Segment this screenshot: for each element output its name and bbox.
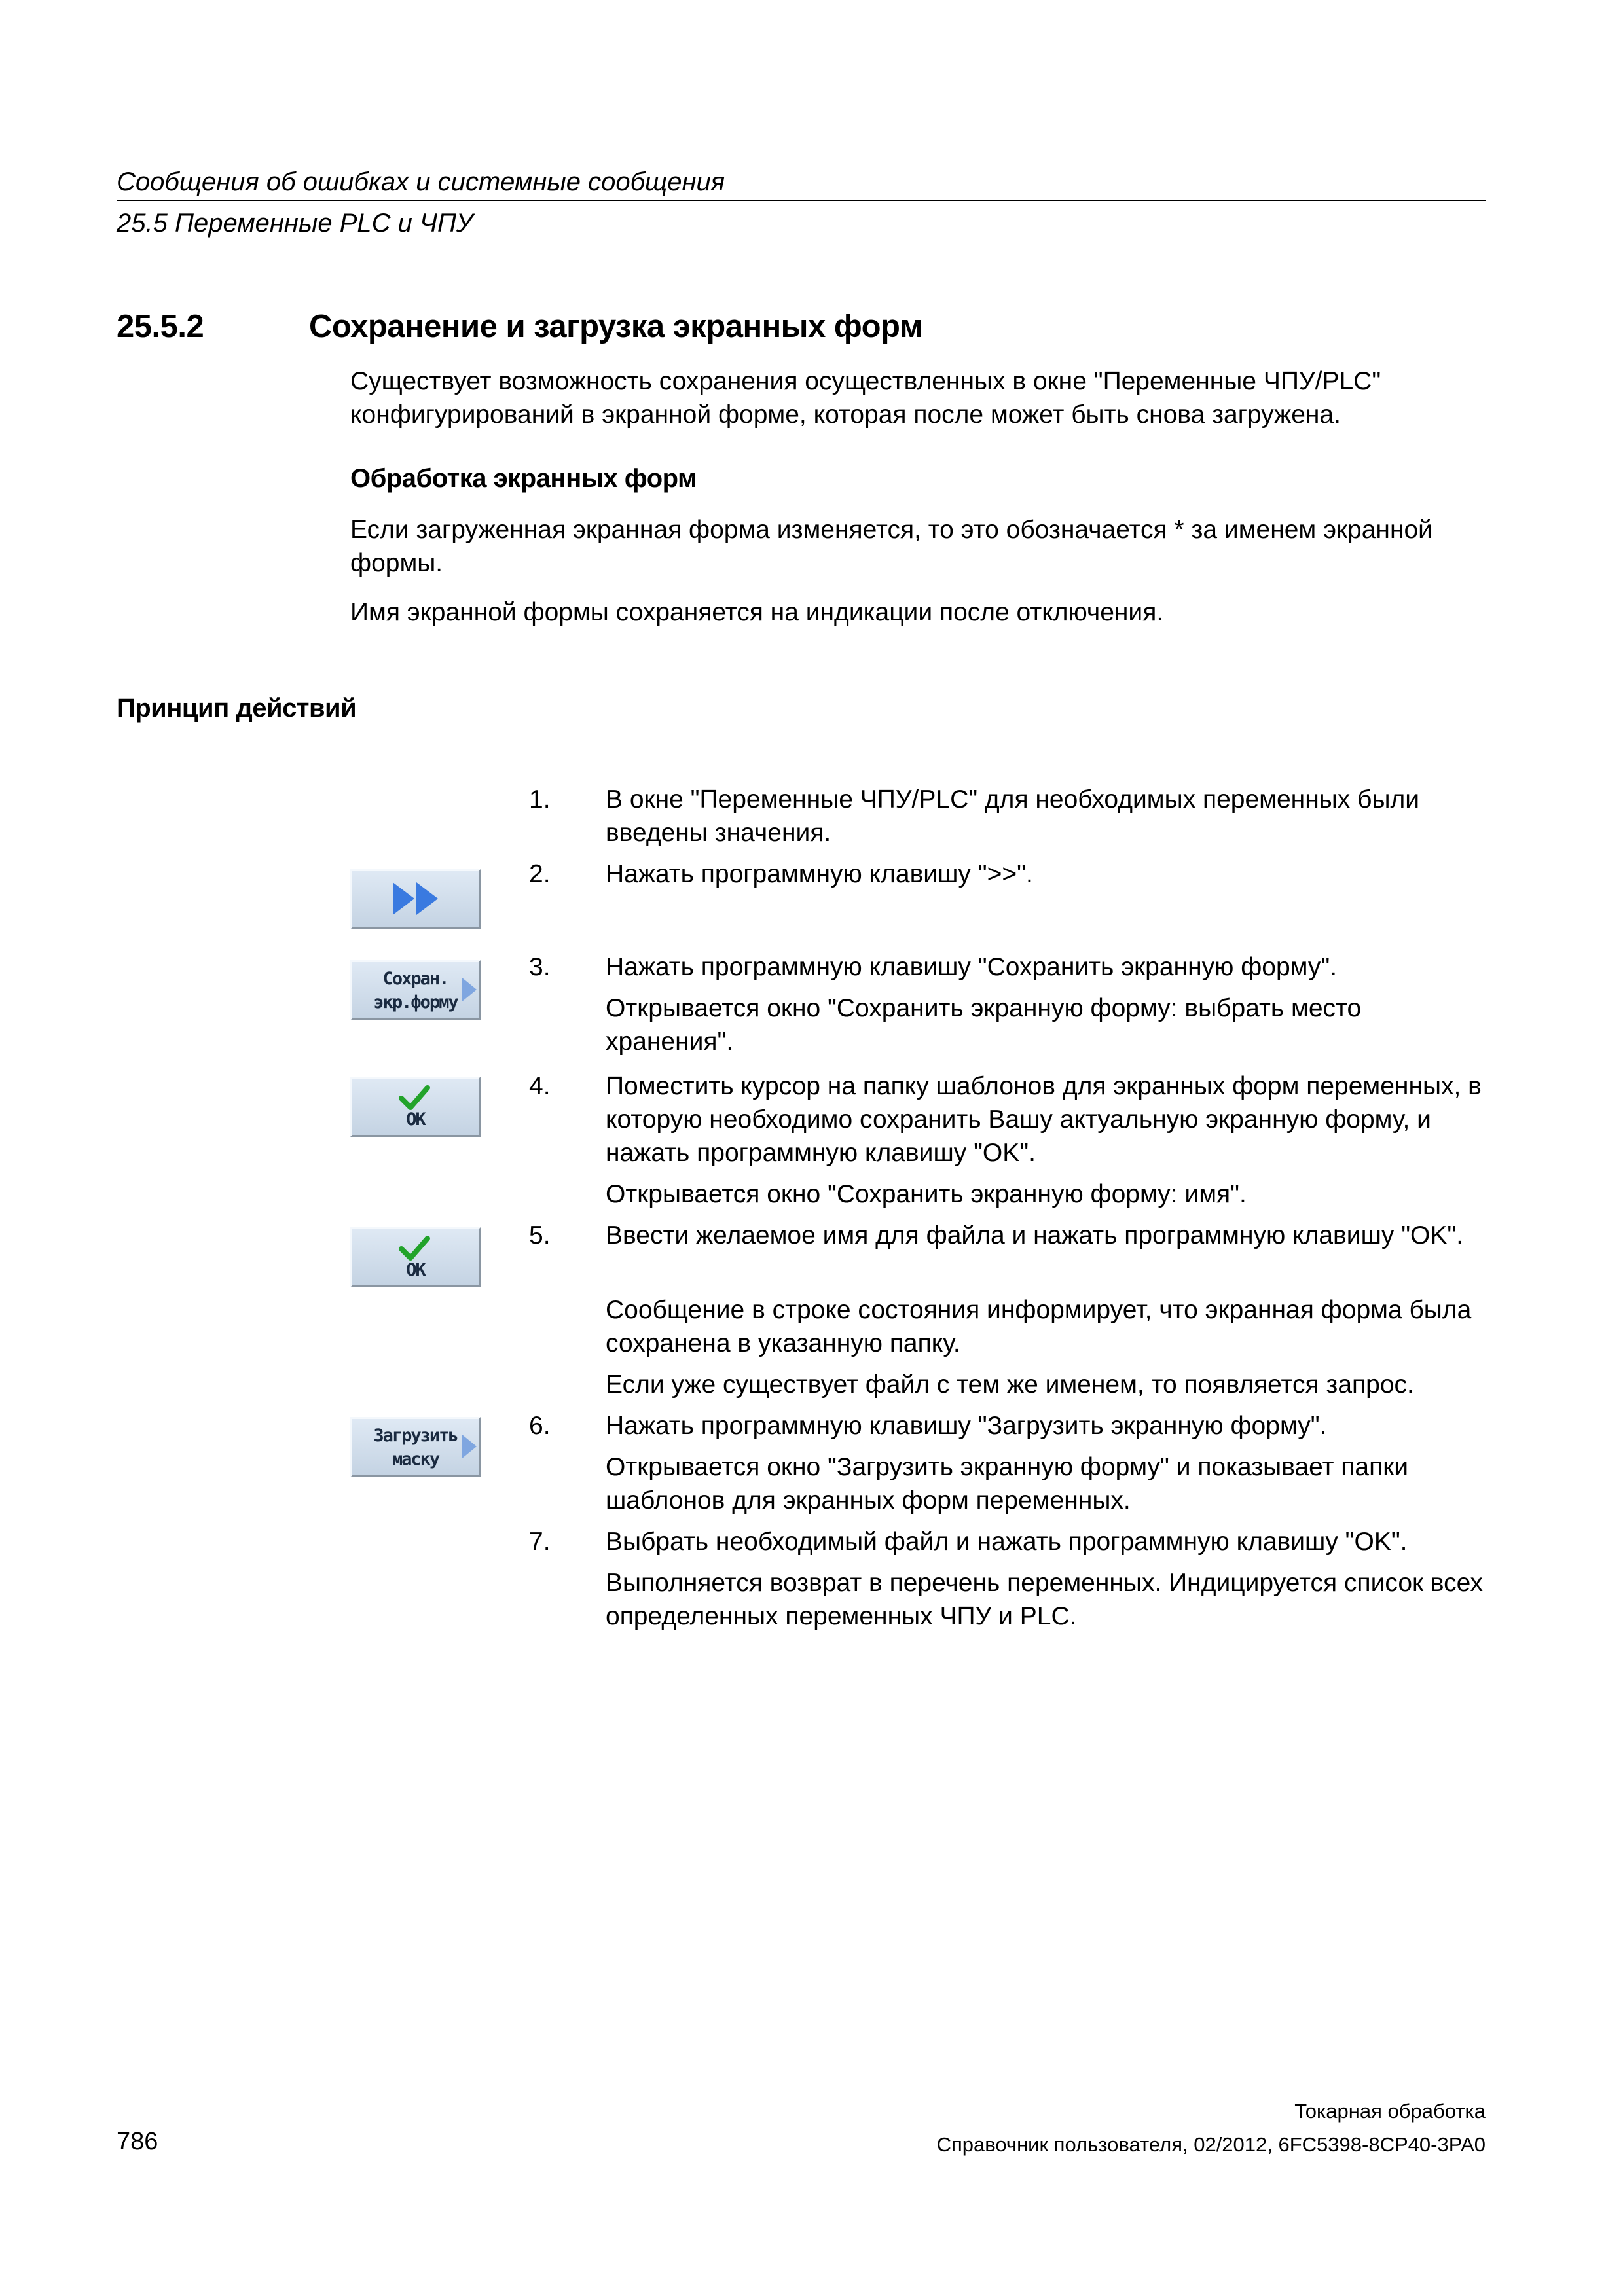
running-header-section: 25.5 Переменные PLC и ЧПУ [117, 209, 473, 238]
step-text: Нажать программную клавишу "Сохранить экранную форму". [606, 953, 1338, 981]
paragraph-2: Имя экранной формы сохраняется на индикации после отключения. [350, 598, 1164, 626]
footer-book-info: Справочник пользователя, 02/2012, 6FC5398-8CP40-3PA0 [936, 2133, 1486, 2156]
footer-book-title: Токарная обработка [1294, 2100, 1486, 2123]
step-result: Сообщение в строке состояния информирует, что экранная форма была сохранена в указанную папку. [606, 1296, 1472, 1357]
softkey-load-form[interactable] [350, 1417, 481, 1477]
softkey-ok[interactable] [350, 1227, 481, 1287]
softkey-label-line2: экр.форму [373, 992, 458, 1013]
step-text: Выбрать необходимый файл и нажать программную клавишу "OK". [606, 1528, 1408, 1556]
softkey-save-form[interactable] [350, 960, 481, 1020]
step-text: Нажать программную клавишу ">>". [606, 860, 1033, 888]
step-result: Выполняется возврат в перечень переменных. Индицируется список всех определенных переменных ЧПУ и PLC. [606, 1569, 1484, 1630]
softkey-label: OK [406, 1109, 425, 1130]
page-number: 786 [117, 2128, 158, 2155]
paragraph-1: Если загруженная экранная форма изменяется, то это обозначается * за именем экранной формы. [350, 516, 1432, 577]
step-text: Нажать программную клавишу "Загрузить экранную форму". [606, 1412, 1327, 1440]
step-text: В окне "Переменные ЧПУ/PLC" для необходимых переменных были введены значения. [606, 785, 1420, 847]
softkey-label-line1: Загрузить [373, 1426, 458, 1446]
header-rule [117, 200, 1486, 201]
softkey-label-line2: маску [392, 1449, 439, 1469]
procedure-heading: Принцип действий [117, 694, 357, 723]
softkey-label: OK [406, 1260, 425, 1280]
running-header-chapter: Сообщения об ошибках и системные сообщения [117, 168, 725, 196]
step-number: 7. [529, 1528, 551, 1556]
softkey-label-line1: Сохран. [382, 969, 448, 989]
softkey-forward[interactable] [350, 869, 481, 929]
double-forward-arrow-icon [352, 871, 479, 927]
step-number: 2. [529, 860, 551, 888]
step-text: Ввести желаемое имя для файла и нажать программную клавишу "OK". [606, 1221, 1464, 1249]
subheading: Обработка экранных форм [350, 464, 697, 493]
softkey-ok[interactable] [350, 1077, 481, 1137]
step-number: 4. [529, 1072, 551, 1100]
step-result: Открывается окно "Сохранить экранную форму: имя". [606, 1180, 1247, 1208]
step-number: 5. [529, 1221, 551, 1249]
step-number: 1. [529, 785, 551, 814]
step-text: Поместить курсор на папку шаблонов для экранных форм переменных, в которую необходимо сохранить Вашу актуальную экранную форму, и нажать программную клавишу "OK". [606, 1072, 1482, 1167]
section-title: Сохранение и загрузка экранных форм [309, 309, 923, 344]
step-result: Открывается окно "Сохранить экранную форму: выбрать место хранения". [606, 994, 1362, 1056]
intro-paragraph: Существует возможность сохранения осуществленных в окне "Переменные ЧПУ/PLC" конфигурирований в экранной форме, которая после может быть снова загружена. [350, 367, 1381, 429]
step-number: 3. [529, 953, 551, 981]
step-result: Открывается окно "Загрузить экранную форму" и показывает папки шаблонов для экранных форм переменных. [606, 1453, 1409, 1515]
step-number: 6. [529, 1412, 551, 1440]
section-number: 25.5.2 [117, 309, 204, 344]
step-result-note: Если уже существует файл с тем же именем, то появляется запрос. [606, 1371, 1414, 1399]
